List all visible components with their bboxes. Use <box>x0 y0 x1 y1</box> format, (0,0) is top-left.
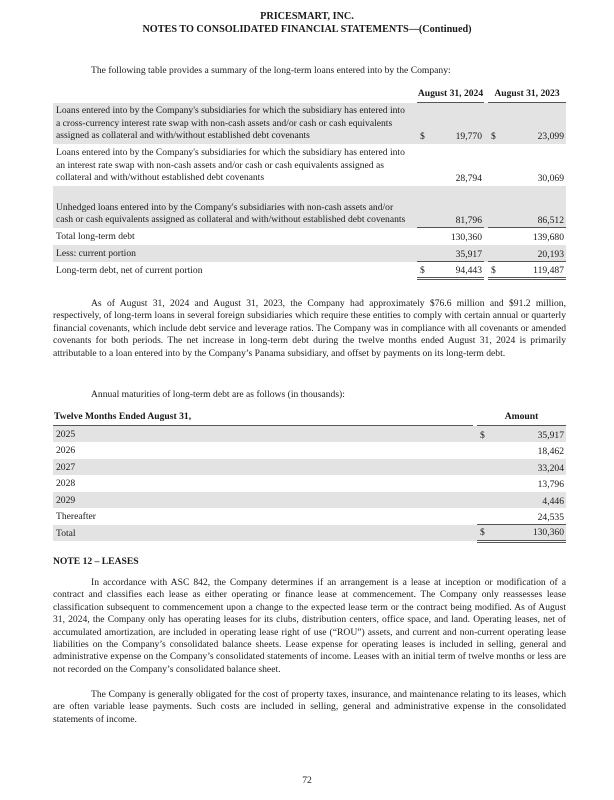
table-row: 2029 4,446 <box>53 492 566 509</box>
loans-table <box>53 88 566 280</box>
column-header-2023: August 31, 2023 <box>488 88 566 103</box>
intro-text: The following table provides a summary of the long-term loans entered into by the Company: <box>91 65 451 76</box>
table-row: Total long-term debt 130,360 139,680 <box>56 231 564 244</box>
covenants-paragraph: As of August 31, 2024 and August 31, 2023, the Company had approximately $76.6 million and $91.2 million, respectively, of long-term loans in several foreign subsidiaries which require these entities to comply with certain annual or quarterly financial covenants, which include debt service and leverage ratios. The Company was in compliance with all covenants or amended covenants for both periods. The net increase in long-term debt during the twelve months ended August 31, 2024 is primarily attributable to a loan entered into by the Company’s Panama subsidiary, and offset by payments on its long-term debt. <box>53 298 566 359</box>
table-row: Less: current portion 35,917 20,193 <box>53 245 566 262</box>
table-row-total: Total $ 130,360 <box>53 525 566 542</box>
table-row: Long-term debt, net of current portion $ 94,443 $ 119,487 <box>53 262 566 279</box>
page-number: 72 <box>302 775 312 786</box>
leases-paragraph-1: In accordance with ASC 842, the Company determines if an arrangement is a lease at inception or modification of a contract and classifies each lease as either operating or finance lease at commencement. The Company only reassesses lease classification subsequent to commencement upon a change to the expected lease term or the contract being modified. As of August 31, 2024, the Company only has operating leases for its clubs, distribution centers, office space, and land. Operating leases, net of accumulated amortization, are included in operating lease right of use (“ROU”) assets, and current and non-current operating lease liabilities on the Company’s consolidated balance sheets. Lease expense for operating leases is included in selling, general and administrative expense on the Company’s consolidated statements of income. Leases with an initial term of twelve months or less are not recorded on the Company’s consolidated balance sheet. <box>53 577 566 675</box>
table-row: 2026 18,462 <box>56 445 564 458</box>
table-row: 2027 33,204 <box>53 459 566 476</box>
table-row: Thereafter 24,535 <box>53 508 566 525</box>
table-row: Loans entered into by the Company's subsidiaries for which the subsidiary has entered into an interest rate swap with non-cash assets and/or cash or cash equivalents assigned as collateral and with/without established debt covenants 28,794 30,069 <box>56 147 564 185</box>
table-row: 2025 $ 35,917 <box>53 426 566 443</box>
maturities-intro: Annual maturities of long-term debt are as follows (in thousands): <box>91 389 345 400</box>
company-name: PRICESMART, INC. <box>260 11 354 22</box>
maturities-table <box>53 411 566 543</box>
column-header-amount: Amount <box>477 411 566 426</box>
note-12-heading: NOTE 12 – LEASES <box>53 556 139 567</box>
table-row: 2028 13,796 <box>56 478 564 491</box>
page-title: NOTES TO CONSOLIDATED FINANCIAL STATEMENTS—(Continued) <box>142 24 472 35</box>
table-row: Loans entered into by the Company's subsidiaries for which the subsidiary has entered into a cross-currency interest rate swap with non-cash assets and/or cash or cash equivalents assigned as collateral and with/without established debt covenants $ 19,770 $ 23,099 <box>53 103 566 144</box>
column-header-period: Twelve Months Ended August 31, <box>53 411 473 426</box>
leases-paragraph-2: The Company is generally obligated for the cost of property taxes, insurance, and maintenance relating to its leases, which are often variable lease payments. Such costs are included in selling, general and administrative expense in the consolidated statements of income. <box>53 689 566 725</box>
column-header-2024: August 31, 2024 <box>417 88 484 103</box>
table-row: Unhedged loans entered into by the Company's subsidiaries with non-cash assets and/or cash or cash equivalents assigned as collateral and with/without established debt covenants 81,796 86,512 <box>53 186 566 228</box>
